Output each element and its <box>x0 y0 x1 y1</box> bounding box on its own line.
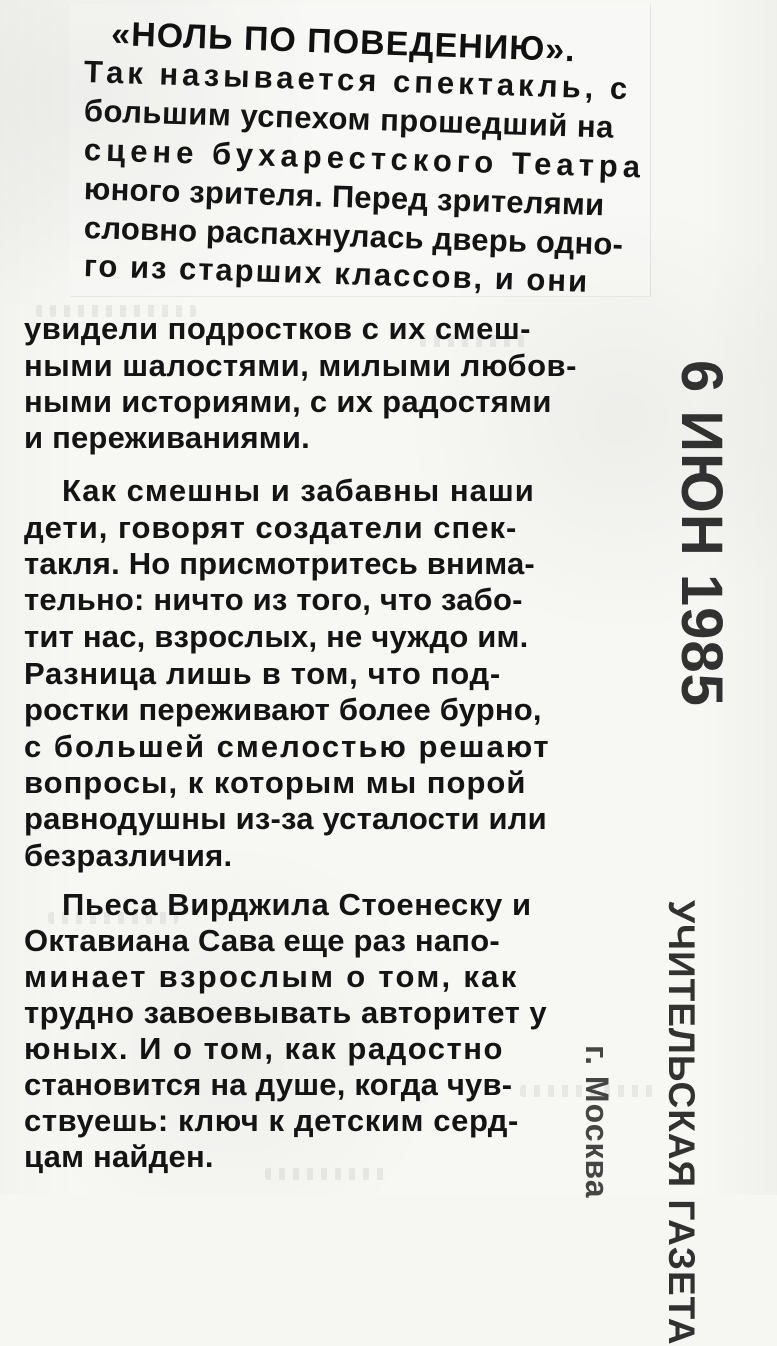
body-line: вопросы, к которым мы порой <box>24 765 527 800</box>
body-line: Как смешны и забавны наши <box>62 473 535 508</box>
body-line: и переживаниями. <box>24 420 310 455</box>
stamp-newspaper-title: УЧИТЕЛЬСКАЯ ГАЗЕТА <box>661 900 702 1346</box>
body-line: Разница лишь в том, что под- <box>24 656 501 691</box>
body-line: ствуешь: ключ к детским серд- <box>24 1103 519 1138</box>
intro-line: сцене бухарестского Театра <box>83 132 646 185</box>
body-line: Октавиана Сава еще раз напо- <box>24 923 500 958</box>
body-line: юных. И о том, как радостно <box>24 1031 504 1066</box>
intro-line: Так называется спектакль, с <box>83 54 632 107</box>
intro-line: го из старших классов, и они <box>83 248 590 299</box>
body-line: трудно завоевывать авторитет у <box>24 995 548 1030</box>
body-line: тельно: ничто из того, что забо- <box>24 582 523 617</box>
date-stamp <box>579 310 775 1346</box>
body-line: Пьеса Вирджила Стоенеску и <box>62 887 532 922</box>
body-line: безразличия. <box>24 838 233 873</box>
body-line: ными шалостями, милыми любов- <box>24 348 577 383</box>
body-line: тит нас, взрослых, не чуждо им. <box>24 619 529 654</box>
body-line: равнодушны из-за усталости или <box>24 801 547 836</box>
body-line: становится на душе, когда чув- <box>24 1067 513 1102</box>
body-line: ростки переживают более бурно, <box>24 692 542 727</box>
intro-line: большим успехом прошедший на <box>83 93 615 145</box>
body-line: увидели подростков с их смеш- <box>24 311 532 346</box>
body-line: дети, говорят создатели спек- <box>24 510 518 545</box>
body-line: минает взрослым о том, как <box>24 959 519 994</box>
body-line: с большей смелостью решают <box>24 729 551 764</box>
article-headline: «НОЛЬ ПО ПОВЕДЕНИЮ». <box>110 14 577 70</box>
body-line: такля. Но присмотритесь внима- <box>24 546 535 581</box>
stamp-city: г. Москва <box>579 1045 615 1199</box>
intro-line: юного зрителя. Перед зрителями <box>83 171 605 223</box>
body-line: цам найден. <box>24 1139 214 1174</box>
stamp-date: 6 ИЮН 1985 <box>669 360 734 707</box>
body-line: ными историями, с их радостями <box>24 384 552 419</box>
intro-line: словно распахнулась дверь одно- <box>83 210 624 262</box>
